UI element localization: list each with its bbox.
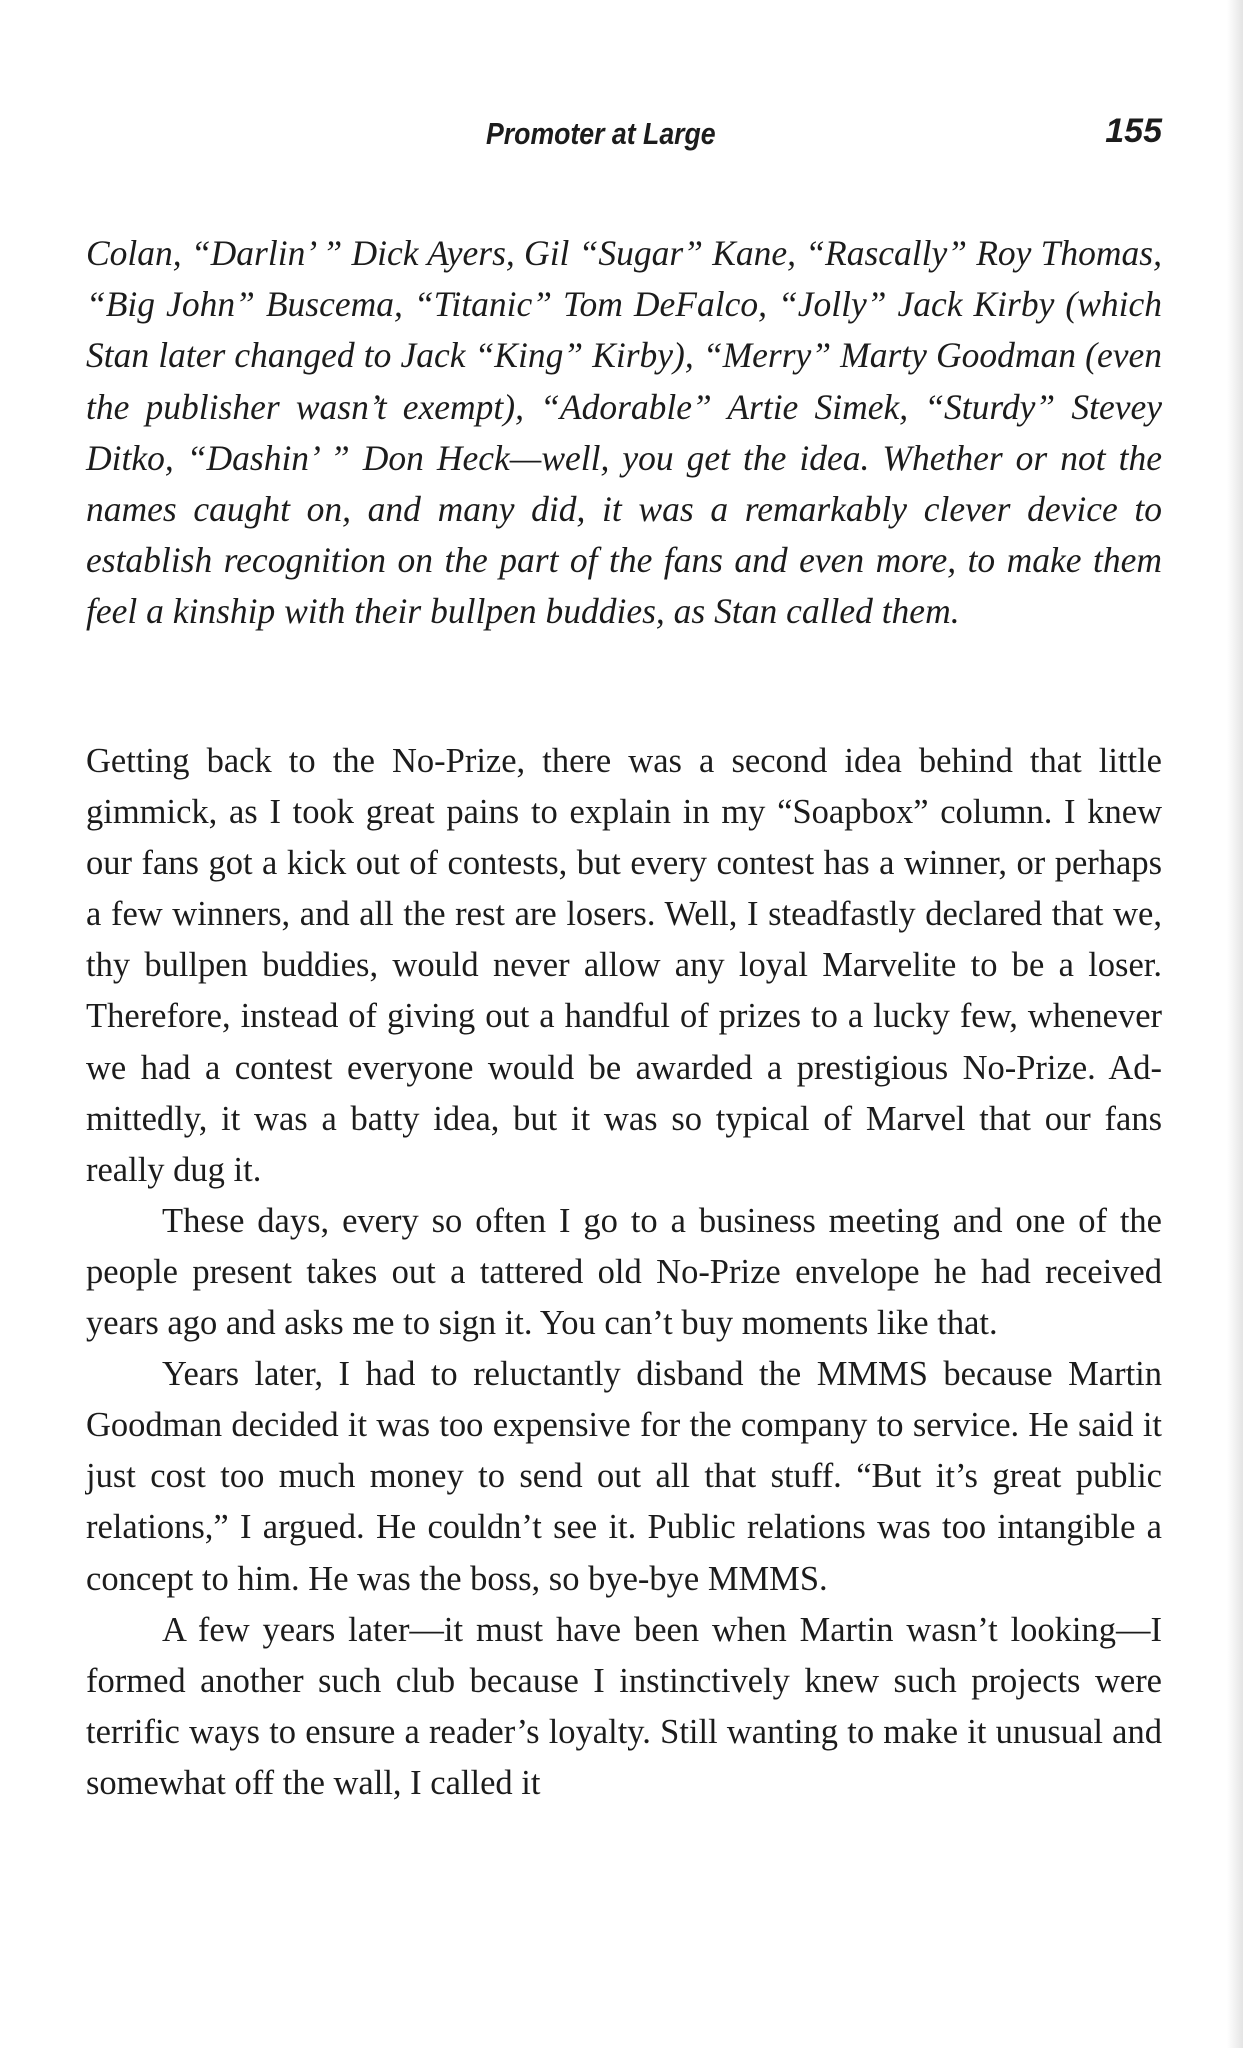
page-number: 155 [1105,112,1162,150]
quoted-extract [86,228,1162,638]
running-head [86,112,1162,160]
body-paragraph: These days, every so often I go to a business meeting and one of the people present takes out a tattered old No-Prize envelope he had received years ago and asks me to sign it. You can’t buy moments like that. [86,1201,1162,1343]
body-paragraph: Years later, I had to reluctantly disband the MMMS because Martin Goodman decided it was too expensive for the company to service. He said it just cost too much money to send out all that stuff. “But it’s great public relations,” I argued. He couldn’t see it. Public relations was too intangible a concept to him. He was the boss, so bye-bye MMMS. [86,1355,1162,1598]
body-paragraph: Getting back to the No-Prize, there was a second idea behind that little gimmick, as I took great pains to explain in my “Soapbox” column. I knew our fans got a kick out of contests, but every contest has a winner, or perhaps a few winners, and all the rest are losers. Well, I steadfastly declared that we, thy bullpen buddies, would never allow any loyal Marvelite to be a loser. Therefore, instead of giving out a handful of prizes to a lucky few, whenever we had a contest everyone would be awarded a prestigious No-Prize. Admittedly, it was a batty idea, but it was so typical of Marvel that our fans really dug it. [86,742,1162,1189]
extract-paragraph: Colan, “Darlin’ ” Dick Ayers, Gil “Sugar” Kane, “Rascally” Roy Thomas, “Big John” Buscema, “Titanic” Tom DeFalco, “Jolly” Jack Kirby (which Stan later changed to Jack “King” Kirby), “Merry” Marty Goodman (even the publisher wasn’t exempt), “Adorable” Artie Simek, “Sturdy” Stevey Ditko, “Dashin’ ” Don Heck—well, you get the idea. Whether or not the names caught on, and many did, it was a remarkably clever device to establish recognition on the part of the fans and even more, to make them feel a kinship with their bullpen buddies, as Stan called them. [86,233,1162,632]
body-paragraph: A few years later—it must have been when Martin wasn’t looking—I formed another such club because I instinctively knew such projects were terrific ways to ensure a reader’s loyalty. Still wanting to make it unusual and somewhat off the wall, I called it [86,1610,1162,1802]
page-edge-shadow [1227,0,1243,2048]
running-title: Promoter at Large [486,116,716,151]
body-text [86,736,1162,1809]
